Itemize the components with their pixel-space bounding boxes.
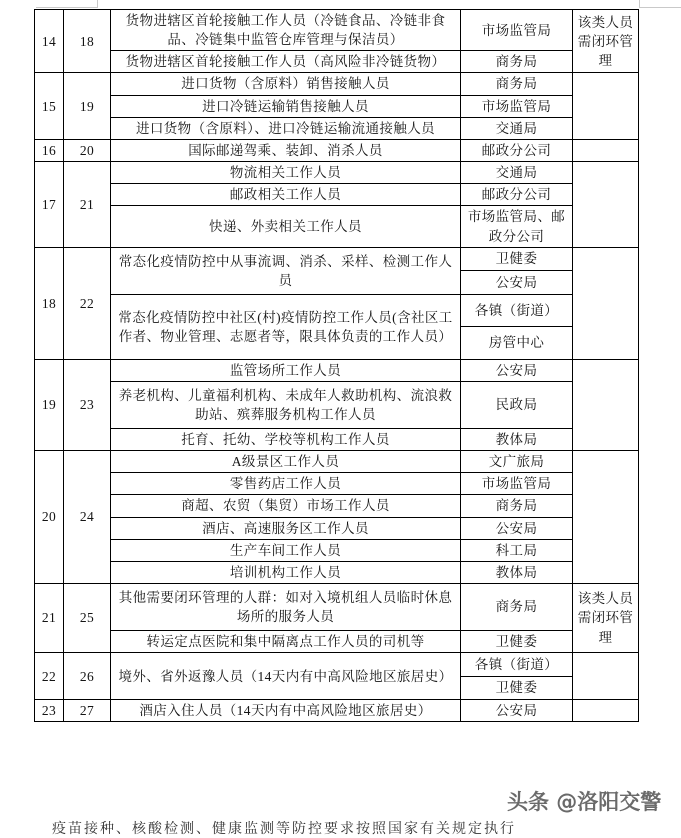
table-row	[35, 247, 639, 271]
cell-category: 快递、外卖相关工作人员	[111, 206, 461, 247]
cell-department: 邮政分公司	[461, 184, 573, 206]
table-row	[35, 428, 639, 450]
cell-seq-inner: 27	[64, 700, 111, 722]
cell-category: 货物进辖区首轮接触工作人员（高风险非冷链货物）	[111, 51, 461, 73]
cell-note	[573, 653, 639, 700]
cell-seq-outer: 23	[35, 700, 64, 722]
cell-category: 监管场所工作人员	[111, 359, 461, 381]
cell-department: 教体局	[461, 428, 573, 450]
table-row	[35, 561, 639, 583]
cell-department: 房管中心	[461, 327, 573, 360]
cell-category: 进口冷链运输销售接触人员	[111, 95, 461, 117]
cell-note	[573, 162, 639, 248]
cell-seq-inner: 21	[64, 162, 111, 248]
cell-department: 科工局	[461, 539, 573, 561]
table-row	[35, 630, 639, 652]
table-row	[35, 117, 639, 139]
table-row	[35, 10, 639, 51]
table-row	[35, 653, 639, 677]
cell-seq-inner: 25	[64, 583, 111, 652]
table-row	[35, 359, 639, 381]
personnel-category-table	[34, 9, 639, 722]
cell-seq-outer: 18	[35, 247, 64, 359]
cell-note	[573, 139, 639, 161]
table-row	[35, 184, 639, 206]
cell-note	[573, 247, 639, 359]
cell-note	[573, 73, 639, 139]
cell-category: 常态化疫情防控中从事流调、消杀、采样、检测工作人员	[111, 247, 461, 294]
cell-seq-outer: 19	[35, 359, 64, 450]
cell-category: 托育、托幼、学校等机构工作人员	[111, 428, 461, 450]
cell-note: 该类人员需闭环管理	[573, 10, 639, 73]
table-row	[35, 451, 639, 473]
margin-guide-top-left-vertical	[97, 0, 98, 8]
cell-seq-inner: 26	[64, 653, 111, 700]
clipped-footer-text: 疫苗接种、核酸检测、健康监测等防控要求按照国家有关规定执行	[52, 822, 516, 837]
cell-category: 转运定点医院和集中隔离点工作人员的司机等	[111, 630, 461, 652]
cell-department: 文广旅局	[461, 451, 573, 473]
cell-seq-outer: 17	[35, 162, 64, 248]
table-row	[35, 700, 639, 722]
cell-seq-outer: 15	[35, 73, 64, 139]
margin-guide-top-right-vertical	[639, 0, 640, 8]
table-row	[35, 473, 639, 495]
cell-seq-inner: 22	[64, 247, 111, 359]
cell-department: 公安局	[461, 700, 573, 722]
cell-category: 进口货物（含原料）、进口冷链运输流通接触人员	[111, 117, 461, 139]
table-body	[35, 10, 639, 722]
cell-category: 商超、农贸（集贸）市场工作人员	[111, 495, 461, 517]
cell-department: 商务局	[461, 73, 573, 95]
cell-seq-inner: 24	[64, 451, 111, 584]
cell-category: 酒店入住人员（14天内有中高风险地区旅居史）	[111, 700, 461, 722]
watermark: 头条 @洛阳交警	[507, 790, 662, 814]
cell-category: 货物进辖区首轮接触工作人员（冷链食品、冷链非食品、冷链集中监管仓库管理与保洁员）	[111, 10, 461, 51]
cell-department: 民政局	[461, 381, 573, 428]
cell-department: 市场监管局	[461, 473, 573, 495]
cell-category: 常态化疫情防控中社区(村)疫情防控工作人员(含社区工作者、物业管理、志愿者等，限具体负责的工作人员）	[111, 294, 461, 359]
cell-category: 培训机构工作人员	[111, 561, 461, 583]
table-row	[35, 95, 639, 117]
cell-department: 市场监管局	[461, 10, 573, 51]
cell-category: 国际邮递驾乘、装卸、消杀人员	[111, 139, 461, 161]
cell-department: 公安局	[461, 517, 573, 539]
cell-category: 邮政相关工作人员	[111, 184, 461, 206]
cell-category: 境外、省外返豫人员（14天内有中高风险地区旅居史）	[111, 653, 461, 700]
cell-category: 养老机构、儿童福利机构、未成年人救助机构、流浪救助站、殡葬服务机构工作人员	[111, 381, 461, 428]
cell-department: 市场监管局、邮政分公司	[461, 206, 573, 247]
cell-seq-outer: 22	[35, 653, 64, 700]
cell-category: A级景区工作人员	[111, 451, 461, 473]
cell-seq-outer: 16	[35, 139, 64, 161]
cell-department: 卫健委	[461, 247, 573, 271]
table-row	[35, 294, 639, 327]
table-row	[35, 381, 639, 428]
cell-department: 邮政分公司	[461, 139, 573, 161]
table-row	[35, 583, 639, 630]
cell-department: 交通局	[461, 117, 573, 139]
cell-category: 零售药店工作人员	[111, 473, 461, 495]
cell-department: 卫健委	[461, 630, 573, 652]
cell-category: 生产车间工作人员	[111, 539, 461, 561]
cell-seq-outer: 21	[35, 583, 64, 652]
cell-category: 其他需要闭环管理的人群：如对入境机组人员临时休息场所的服务人员	[111, 583, 461, 630]
cell-department: 商务局	[461, 51, 573, 73]
cell-department: 交通局	[461, 162, 573, 184]
cell-department: 教体局	[461, 561, 573, 583]
cell-seq-outer: 20	[35, 451, 64, 584]
table-row	[35, 51, 639, 73]
cell-category: 酒店、高速服务区工作人员	[111, 517, 461, 539]
cell-department: 各镇（街道）	[461, 653, 573, 677]
table-row	[35, 162, 639, 184]
table-row	[35, 495, 639, 517]
cell-category: 进口货物（含原料）销售接触人员	[111, 73, 461, 95]
cell-department: 市场监管局	[461, 95, 573, 117]
cell-note	[573, 451, 639, 584]
cell-seq-inner: 23	[64, 359, 111, 450]
table-row	[35, 539, 639, 561]
cell-seq-inner: 19	[64, 73, 111, 139]
cell-seq-inner: 18	[64, 10, 111, 73]
cell-department: 卫健委	[461, 676, 573, 700]
cell-department: 商务局	[461, 495, 573, 517]
cell-note	[573, 359, 639, 450]
margin-guide-top-left-horizontal	[36, 7, 98, 8]
cell-seq-outer: 14	[35, 10, 64, 73]
table-row	[35, 139, 639, 161]
table-row	[35, 517, 639, 539]
table-row	[35, 73, 639, 95]
cell-department: 公安局	[461, 271, 573, 295]
cell-note: 该类人员需闭环管理	[573, 583, 639, 652]
cell-department: 各镇（街道）	[461, 294, 573, 327]
cell-department: 公安局	[461, 359, 573, 381]
margin-guide-top-right-horizontal	[640, 7, 681, 8]
table-row	[35, 206, 639, 247]
cell-category: 物流相关工作人员	[111, 162, 461, 184]
cell-department: 商务局	[461, 583, 573, 630]
cell-seq-inner: 20	[64, 139, 111, 161]
cell-note	[573, 700, 639, 722]
